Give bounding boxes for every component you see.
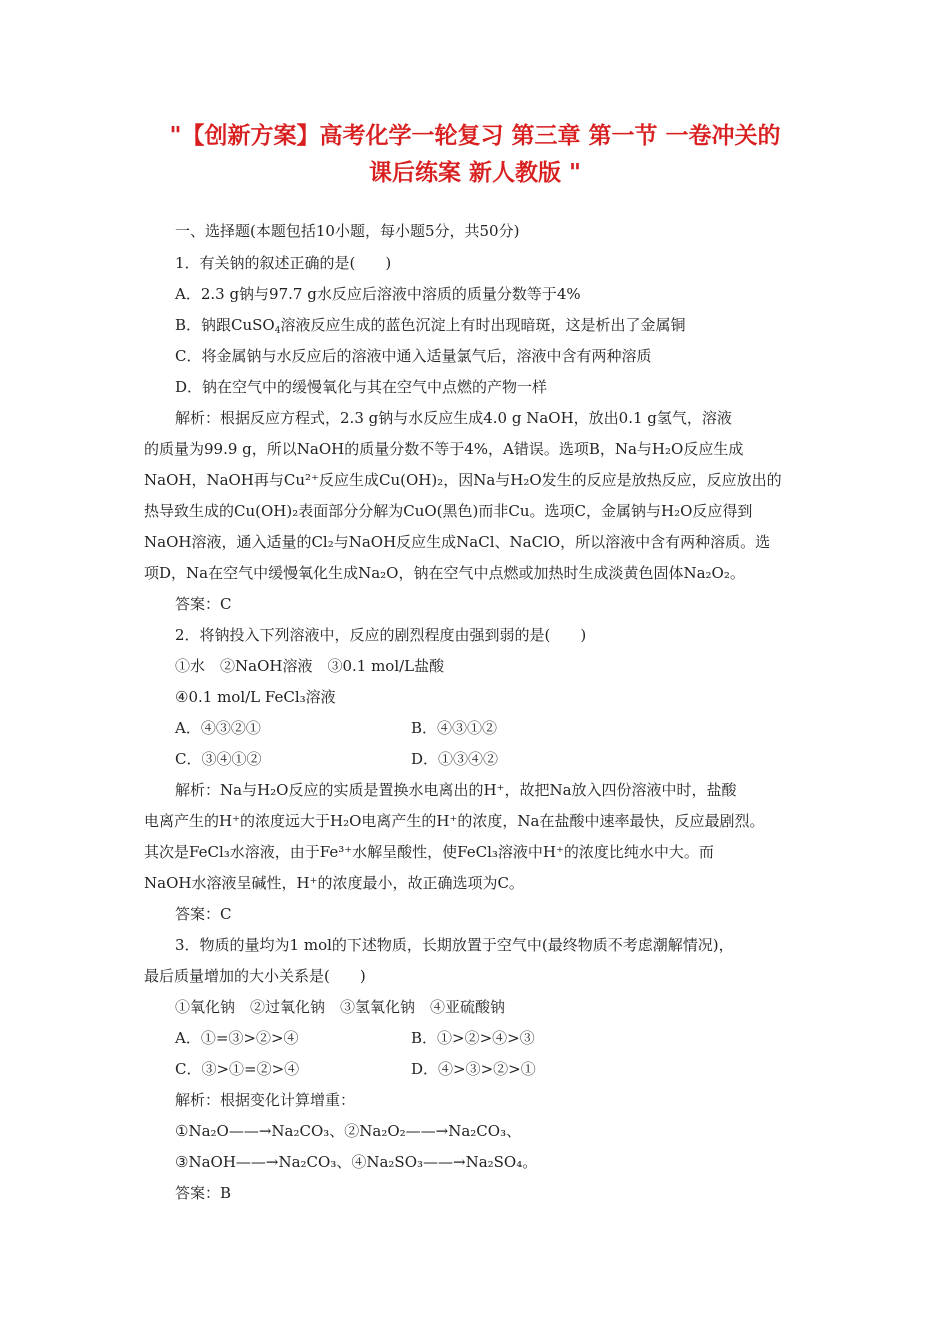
q3-explanation-line-2: ①Na₂O——→Na₂CO₃、②Na₂O₂——→Na₂CO₃、 [175, 1122, 522, 1140]
q1-explanation-line-1: 解析：根据反应方程式，2.3 g钠与水反应生成4.0 g NaOH，放出0.1 g氢气，溶液 [175, 409, 732, 427]
q2-answer: 答案：C [175, 905, 232, 923]
q2-option-a: A．④③②① [175, 719, 261, 737]
q1-explanation-line-2: 的质量为99.9 g，所以NaOH的质量分数不等于4%，A错误。选项B，Na与H₂O反应生成 [144, 440, 744, 458]
q3-stem-line-1: 3．物质的量均为1 mol的下述物质，长期放置于空气中(最终物质不考虑潮解情况)， [175, 936, 734, 954]
q3-option-b: B．①>②>④>③ [411, 1029, 535, 1047]
q2-option-b: B．④③①② [411, 719, 498, 737]
q1-option-b-part2: 溶液反应生成的蓝色沉淀上有时出现暗斑，这是析出了金属铜 [280, 316, 686, 334]
section-heading: 一、选择题(本题包括10小题，每小题5分，共50分) [175, 222, 520, 240]
q1-explanation-line-3: NaOH，NaOH再与Cu²⁺反应生成Cu(OH)₂，因Na与H₂O发生的反应是放热反应，反应放出的 [144, 471, 782, 489]
q3-answer: 答案：B [175, 1184, 232, 1202]
q2-option-d: D．①③④② [411, 750, 499, 768]
q1-answer: 答案：C [175, 595, 232, 613]
q1-option-c: C．将金属钠与水反应后的溶液中通入适量氯气后，溶液中含有两种溶质 [175, 347, 652, 365]
document-title-line-2: 课后练案 新人教版 " [369, 160, 581, 186]
q2-explanation-line-2: 电离产生的H⁺的浓度远大于H₂O电离产生的H⁺的浓度，Na在盐酸中速率最快，反应最剧烈。 [144, 812, 765, 830]
q3-option-d: D．④>③>②>① [411, 1060, 536, 1078]
q3-items: ①氧化钠 ②过氧化钠 ③氢氧化钠 ④亚硫酸钠 [175, 998, 506, 1016]
q1-explanation-line-6: 项D，Na在空气中缓慢氧化生成Na₂O，钠在空气中点燃或加热时生成淡黄色固体Na₂O₂。 [144, 564, 745, 582]
q2-items-line-1: ①水 ②NaOH溶液 ③0.1 mol/L盐酸 [175, 657, 445, 675]
q1-stem: 1．有关钠的叙述正确的是( ) [175, 254, 392, 272]
q2-explanation-line-3: 其次是FeCl₃水溶液，由于Fe³⁺水解呈酸性，使FeCl₃溶液中H⁺的浓度比纯水中大。而 [144, 843, 714, 861]
q1-option-a: A．2.3 g钠与97.7 g水反应后溶液中溶质的质量分数等于4% [175, 285, 581, 303]
q3-explanation-line-3: ③NaOH——→Na₂CO₃、④Na₂SO₃——→Na₂SO₄。 [175, 1153, 538, 1171]
q1-option-b-subscript: 4 [274, 326, 281, 336]
q2-items-line-2: ④0.1 mol/L FeCl₃溶液 [175, 688, 336, 706]
q1-explanation-line-4: 热导致生成的Cu(OH)₂表面部分分解为CuO(黑色)而非Cu。选项C，金属钠与H₂O反应得到 [144, 502, 753, 520]
document-title-line-1: "【创新方案】高考化学一轮复习 第三章 第一节 一卷冲关的 [169, 123, 781, 149]
q3-option-c: C．③>①=②>④ [175, 1060, 300, 1078]
q3-stem-line-2: 最后质量增加的大小关系是( ) [144, 967, 366, 985]
q1-option-b [175, 315, 685, 335]
q2-option-c: C．③④①② [175, 750, 262, 768]
q2-explanation-line-4: NaOH水溶液呈碱性，H⁺的浓度最小，故正确选项为C。 [144, 874, 524, 892]
q1-option-b-part1: B．钠跟CuSO [175, 316, 275, 334]
q2-explanation-line-1: 解析：Na与H₂O反应的实质是置换水电离出的H⁺，故把Na放入四份溶液中时，盐酸 [175, 781, 737, 799]
q1-option-d: D．钠在空气中的缓慢氧化与其在空气中点燃的产物一样 [175, 378, 548, 396]
q3-explanation-line-1: 解析：根据变化计算增重： [175, 1091, 356, 1109]
q2-stem: 2．将钠投入下列溶液中，反应的剧烈程度由强到弱的是( ) [175, 626, 587, 644]
q1-explanation-line-5: NaOH溶液，通入适量的Cl₂与NaOH反应生成NaCl、NaClO，所以溶液中含有两种溶质。选 [144, 533, 771, 551]
q3-option-a: A．①=③>②>④ [175, 1029, 299, 1047]
